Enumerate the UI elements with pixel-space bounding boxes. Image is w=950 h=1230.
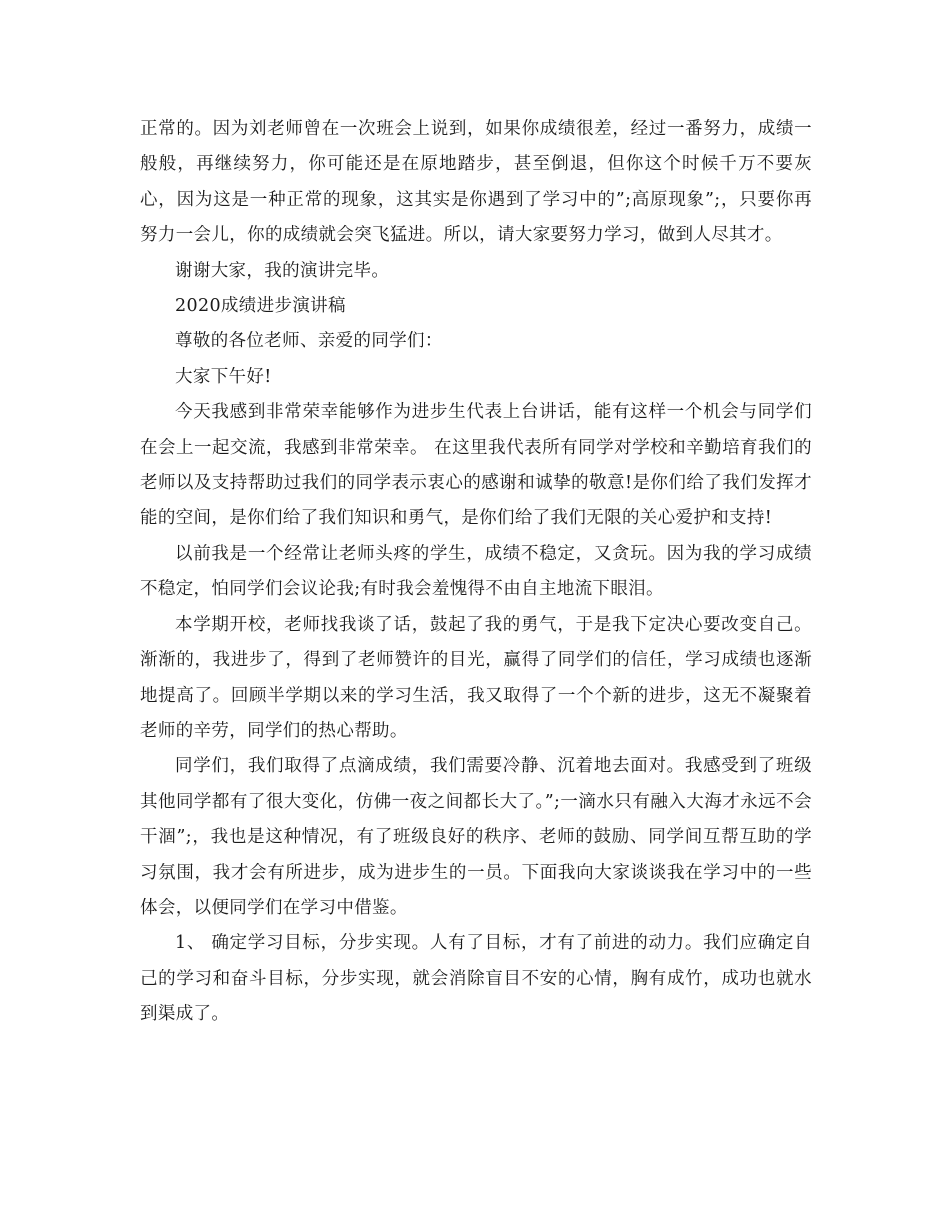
paragraph-6: 今天我感到非常荣幸能够作为进步生代表上台讲话，能有这样一个机会与同学们在会上一起交流，我感到非常荣幸。 在这里我代表所有同学对学校和辛勤培育我们的老师以及支持帮助过我们的同学表示衷心的感谢和诚挚的敬意!是你们给了我们发挥才能的空间，是你们给了我们知识和勇气，是你们给了我们无限的关心爱护和支持! [140, 402, 812, 529]
paragraph-7: 以前我是一个经常让老师头疼的学生，成绩不稳定，又贪玩。因为我的学习成绩不稳定，怕同学们会议论我;有时我会羞愧得不由自主地流下眼泪。 [140, 543, 812, 600]
paragraph-1: 正常的。因为刘老师曾在一次班会上说到，如果你成绩很差，经过一番努力，成绩一般般，再继续努力，你可能还是在原地踏步，甚至倒退，但你这个时候千万不要灰心，因为这是一种正常的现象，这其实是你遇到了学习中的”;高原现象”;，只要你再努力一会儿，你的成绩就会突飞猛进。所以，请大家要努力学习，做到人尽其才。 [140, 119, 812, 246]
paragraph-8: 本学期开校，老师找我谈了话，鼓起了我的勇气，于是我下定决心要改变自己。渐渐的，我进步了，得到了老师赞许的目光，赢得了同学们的信任，学习成绩也逐渐地提高了。回顾半学期以来的学习生活，我又取得了一个个新的进步，这无不凝聚着老师的辛劳，同学们的热心帮助。 [140, 614, 812, 741]
salutation: 尊敬的各位老师、亲爱的同学们： [175, 331, 443, 352]
paragraph-10: 1、 确定学习目标，分步实现。人有了目标，才有了前进的动力。我们应确定自己的学习和奋斗目标，分步实现，就会消除盲目不安的心情，胸有成竹，成功也就水到渠成了。 [140, 933, 812, 1025]
paragraph-2: 谢谢大家，我的演讲完毕。 [175, 260, 390, 281]
paragraph-9: 同学们，我们取得了点滴成绩，我们需要冷静、沉着地去面对。我感受到了班级其他同学都有了很大变化，仿佛一夜之间都长大了。”;一滴水只有融入大海才永远不会干涸”;，我也是这种情况，有了班级良好的秩序、老师的鼓励、同学间互帮互助的学习氛围，我才会有所进步，成为进步生的一员。下面我向大家谈谈我在学习中的一些体会，以便同学们在学习中借鉴。 [140, 756, 812, 918]
section-title: 2020成绩进步演讲稿 [175, 296, 346, 317]
greeting: 大家下午好! [175, 366, 272, 387]
document-body [140, 112, 812, 1033]
